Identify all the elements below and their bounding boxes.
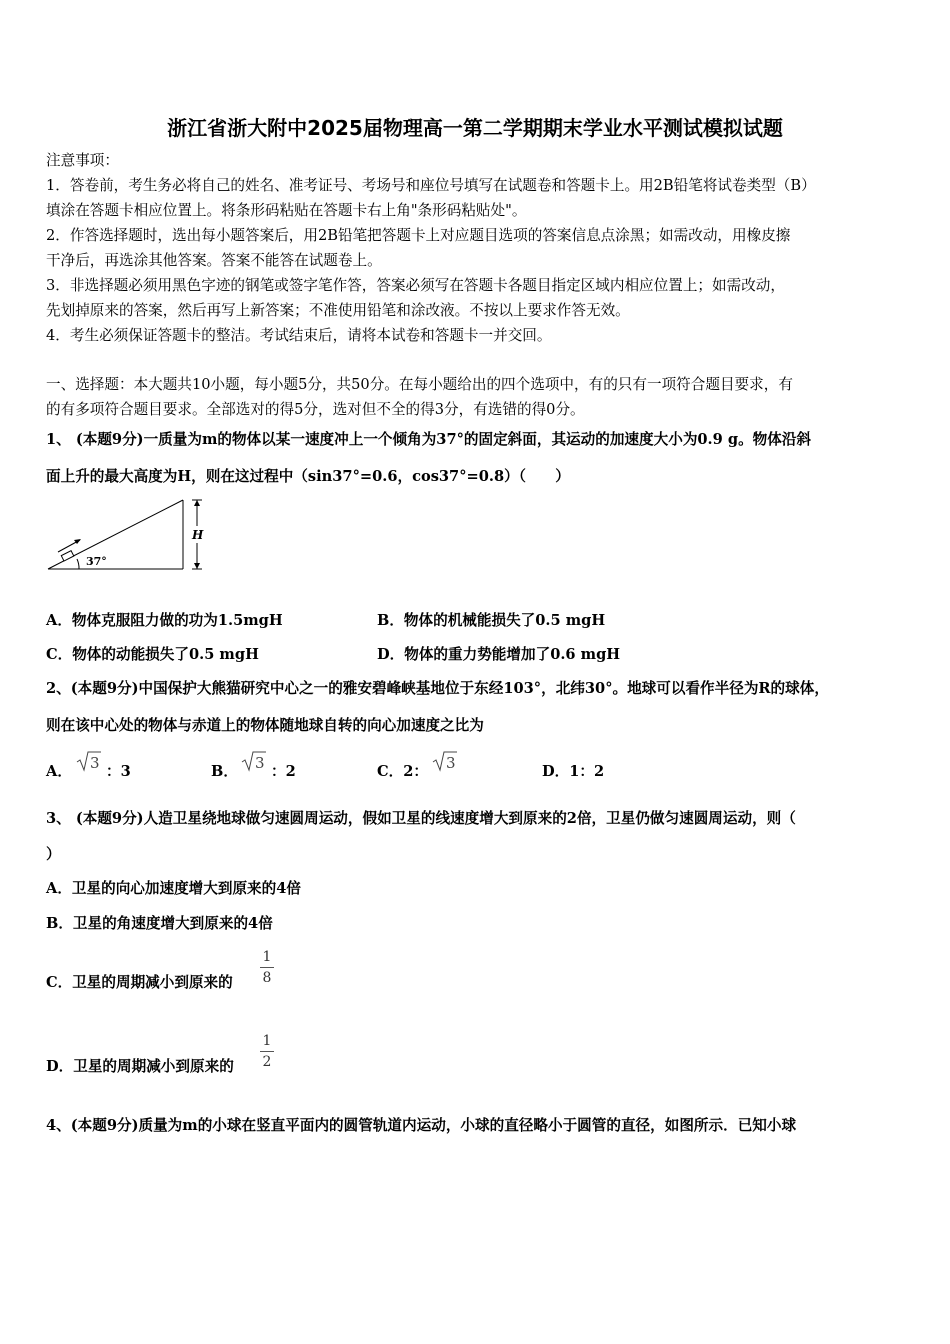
q2-option-b-label[interactable]: B． [211,763,238,780]
sqrt-radicand: 3 [90,754,100,772]
notice-line: 干净后，再选涂其他答案。答案不能答在试题卷上。 [46,252,382,269]
section-heading: 一、选择题：本大题共10小题，每小题5分，共50分。在每小题给出的四个选项中，有的只有一项符合题目要求，有 [46,376,793,393]
fraction-denominator: 8 [262,970,272,986]
q3-option-d[interactable]: D．卫星的周期减小到原来的 [46,1058,234,1075]
q3-option-b[interactable]: B．卫星的角速度增大到原来的4倍 [46,915,273,932]
sqrt-icon [432,750,458,772]
question-2-stem-cont: 则在该中心处的物体与赤道上的物体随地球自转的向心加速度之比为 [46,717,484,734]
fraction-one-eighth [260,949,274,986]
notice-line: 3．非选择题必须用黑色字迹的钢笔或签字笔作答，答案必须写在答题卡各题目指定区域内相应位置上；如需改动， [46,277,785,294]
question-2-stem: 2、(本题9分)中国保护大熊猫研究中心之一的雅安碧峰峡基地位于东经103°，北纬30°。地球可以看作半径为R的球体， [46,680,829,697]
fraction-one-half [260,1033,274,1070]
q1-option-c[interactable]: C．物体的动能损失了0.5 mgH [46,646,259,663]
page-title: 浙江省浙大附中2025届物理高一第二学期期末学业水平测试模拟试题 [167,116,783,140]
question-4-stem: 4、(本题9分)质量为m的小球在竖直平面内的圆管轨道内运动，小球的直径略小于圆管的直径，如图所示．已知小球 [46,1117,797,1134]
q3-option-a[interactable]: A．卫星的向心加速度增大到原来的4倍 [46,880,301,897]
q2-option-a-tail: ：3 [106,763,131,780]
angle-label: 37° [86,555,107,568]
q1-option-d[interactable]: D．物体的重力势能增加了0.6 mgH [377,646,621,663]
q2-option-a-label[interactable]: A． [46,763,72,780]
height-label: H [192,528,204,542]
sqrt-radicand: 3 [255,754,265,772]
notice-line: 填涂在答题卡相应位置上。将条形码粘贴在答题卡右上角"条形码粘贴处"。 [46,202,527,219]
notice-line: 先划掉原来的答案，然后再写上新答案；不准使用铅笔和涂改液。不按以上要求作答无效。 [46,302,630,319]
notice-line: 1．答卷前，考生务必将自己的姓名、准考证号、考场号和座位号填写在试题卷和答题卡上。用2B铅笔将试卷类型（B） [46,177,816,194]
fraction-numerator: 1 [260,949,274,968]
q1-option-b[interactable]: B．物体的机械能损失了0.5 mgH [377,612,606,629]
sqrt-icon [241,750,267,772]
section-heading-cont: 的有多项符合题目要求。全部选对的得5分，选对但不全的得3分，有选错的得0分。 [46,401,585,418]
q2-option-c-label[interactable]: C．2： [377,763,428,780]
sqrt-radicand: 3 [446,754,456,772]
q3-option-c[interactable]: C．卫星的周期减小到原来的 [46,974,233,991]
q1-option-a[interactable]: A．物体克服阻力做的功为1.5mgH [46,612,283,629]
block-icon [61,551,74,561]
notice-heading: 注意事项： [46,152,119,169]
fraction-denominator: 2 [262,1054,272,1070]
q2-option-d[interactable]: D．1：2 [542,763,605,780]
sqrt-icon [76,750,102,772]
fraction-numerator: 1 [260,1033,274,1052]
question-1-stem: 1、 (本题9分)一质量为m的物体以某一速度冲上一个倾角为37°的固定斜面，其运动的加速度大小为0.9 g。物体沿斜 [46,431,812,448]
question-3-stem: 3、 (本题9分)人造卫星绕地球做匀速圆周运动，假如卫星的线速度增大到原来的2倍，卫星仍做匀速圆周运动，则（ [46,810,796,827]
notice-line: 4．考生必须保证答题卡的整洁。考试结束后，请将本试卷和答题卡一并交回。 [46,327,552,344]
incline-diagram [44,498,214,578]
question-3-stem-cont: ） [46,846,61,863]
notice-line: 2．作答选择题时，选出每小题答案后，用2B铅笔把答题卡上对应题目选项的答案信息点涂黑；如需改动，用橡皮擦 [46,227,791,244]
question-1-stem-cont: 面上升的最大高度为H，则在这过程中（sin37°=0.6，cos37°=0.8）（ ） [46,468,570,485]
q2-option-b-tail: ：2 [271,763,296,780]
